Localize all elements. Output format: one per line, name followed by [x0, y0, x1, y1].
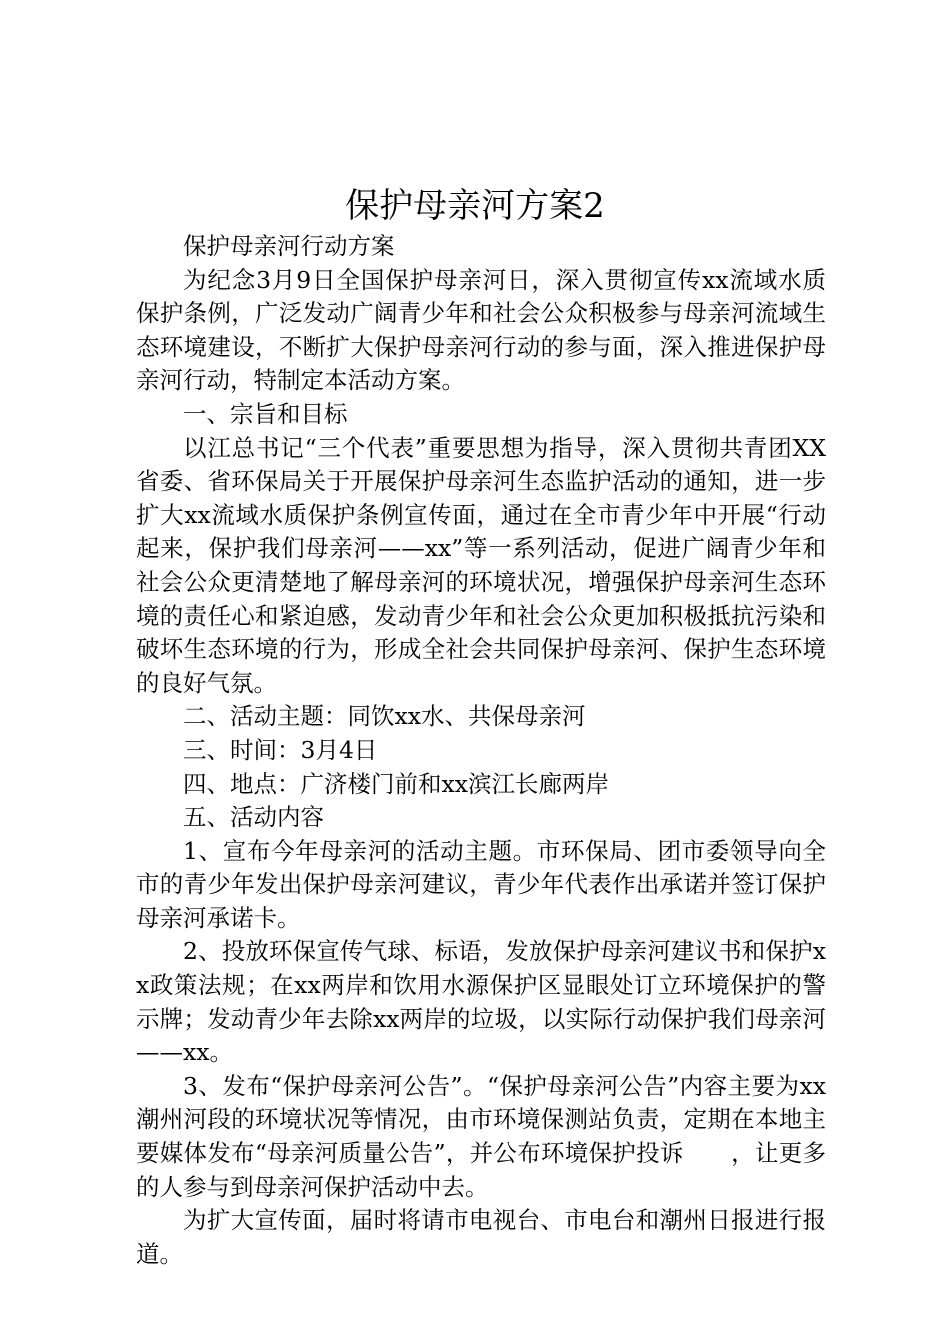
- section-heading-theme: 二、活动主题：同饮xx水、共保母亲河: [183, 702, 586, 731]
- paragraph-intro: 为纪念3月9日全国保护母亲河日，深入贯彻宣传xx流域水质保护条例，广泛发动广阔青少年和社会公众积极参与母亲河流域生态环境建设，不断扩大保护母亲河行动的参与面，深入推进保护母亲河行动，特制定本活动方案。: [136, 265, 826, 395]
- document-body: [136, 230, 826, 1271]
- paragraph-subtitle: 保护母亲河行动方案: [183, 232, 395, 260]
- document-title: 保护母亲河方案2: [345, 186, 605, 226]
- paragraph-purpose: 以江总书记“三个代表”重要思想为指导，深入贯彻共青团XX省委、省环保局关于开展保护母亲河生态监护活动的通知，进一步扩大xx流域水质保护条例宣传面，通过在全市青少年中开展“行动起来，保护我们母亲河——xx”等一系列活动，促进广阔青少年和社会公众更清楚地了解母亲河的环境状况，增强保护母亲河生态环境的责任心和紧迫感，发动青少年和社会公众更加积极抵抗污染和破坏生态环境的行为，形成全社会共同保护母亲河、保护生态环境的良好气氛。: [136, 433, 826, 697]
- paragraph-content-item-2: 2、投放环保宣传气球、标语，发放保护母亲河建议书和保护xx政策法规；在xx两岸和饮用水源保护区显眼处订立环境保护的警示牌；发动青少年去除xx两岸的垃圾，以实际行动保护我们母亲河——xx。: [136, 937, 826, 1067]
- paragraph-content-item-3: 3、发布“保护母亲河公告”。“保护母亲河公告”内容主要为xx潮州河段的环境状况等情况，由市环境保测站负责，定期在本地主要媒体发布“母亲河质量公告”，并公布环境保护投诉 ，让更多的人参与到母亲河保护活动中去。: [136, 1071, 826, 1201]
- paragraph-content-item-1: 1、宣布今年母亲河的活动主题。市环保局、团市委领导向全市的青少年发出保护母亲河建议，青少年代表作出承诺并签订保护母亲河承诺卡。: [136, 836, 826, 932]
- paragraph-publicity: 为扩大宣传面，届时将请市电视台、市电台和潮州日报进行报道。: [136, 1206, 826, 1268]
- section-heading-content: 五、活动内容: [183, 803, 324, 832]
- section-heading-time: 三、时间：3月4日: [183, 735, 378, 764]
- section-heading-purpose: 一、宗旨和目标: [183, 399, 348, 428]
- section-heading-location: 四、地点：广济楼门前和xx滨江长廊两岸: [183, 769, 610, 798]
